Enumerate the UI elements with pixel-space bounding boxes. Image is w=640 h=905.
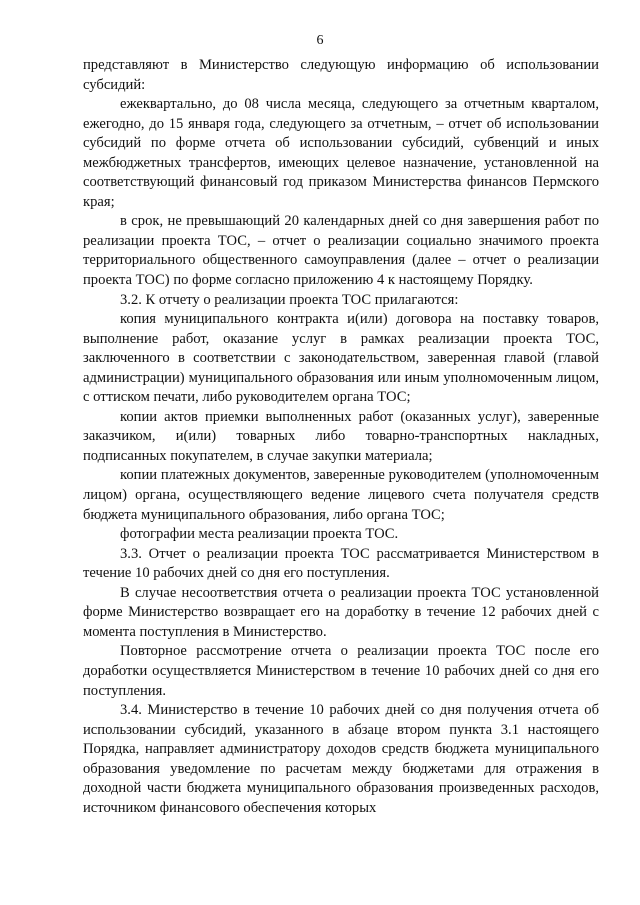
paragraph: представляют в Министерство следующую информацию об использовании субсидий: bbox=[83, 57, 599, 93]
document-body bbox=[83, 56, 599, 818]
page-number: 6 bbox=[316, 33, 324, 48]
section-heading-3-2: 3.2. К отчету о реализации проекта ТОС прилагаются: bbox=[120, 291, 459, 308]
paragraph: фотографии места реализации проекта ТОС. bbox=[120, 526, 399, 543]
paragraph: копии актов приемки выполненных работ (оказанных услуг), заверенные заказчиком, и(или) товарных либо товарно-транспортных накладных, подписанных покупателем, в случае закупки материала; bbox=[83, 408, 599, 464]
paragraph: ежеквартально, до 08 числа месяца, следующего за отчетным кварталом, ежегодно, до 15 января года, следующего за отчетным, – отчет об использовании субсидий по форме отчета об использовании субсидий, субвенций и иных межбюджетных трансфертов, имеющих целевое назначение, установленной на соответствующий финансовый год приказом Министерства финансов Пермского края; bbox=[83, 96, 599, 210]
paragraph: копия муниципального контракта и(или) договора на поставку товаров, выполнение работ, оказание услуг в рамках реализации проекта ТОС, заключенного в соответствии с законодательством, заверенная главой (главой администрации) муниципального образования или иным уполномоченным лицом, с оттиском печати, либо руководителем органа ТОС; bbox=[83, 311, 599, 406]
paragraph: копии платежных документов, заверенные руководителем (уполномоченным лицом) органа, осуществляющего ведение лицевого счета получателя средств бюджета муниципального образования, либо органа ТОС; bbox=[83, 467, 599, 523]
paragraph: Повторное рассмотрение отчета о реализации проекта ТОС после его доработки осуществляется Министерством в течение 10 рабочих дней со дня его поступления. bbox=[83, 643, 599, 699]
paragraph: В случае несоответствия отчета о реализации проекта ТОС установленной форме Министерство возвращает его на доработку в течение 12 рабочих дней с момента поступления в Министерство. bbox=[83, 584, 599, 640]
paragraph: 3.3. Отчет о реализации проекта ТОС рассматривается Министерством в течение 10 рабочих дней со дня его поступления. bbox=[83, 545, 599, 582]
paragraph: в срок, не превышающий 20 календарных дней со дня завершения работ по реализации проекта ТОС, – отчет о реализации социально значимого проекта территориального общественного самоуправления (далее – отчет о реализации проекта ТОС) по форме согласно приложению 4 к настоящему Порядку. bbox=[83, 213, 599, 289]
paragraph: 3.4. Министерство в течение 10 рабочих дней со дня получения отчета об использовании субсидий, указанного в абзаце втором пункта 3.1 настоящего Порядка, направляет администратору доходов средств бюджета муниципального образования уведомление по расчетам между бюджетами для отражения в доходной части бюджета муниципального образования произведенных расходов, источником финансового обеспечения которых bbox=[83, 702, 599, 816]
